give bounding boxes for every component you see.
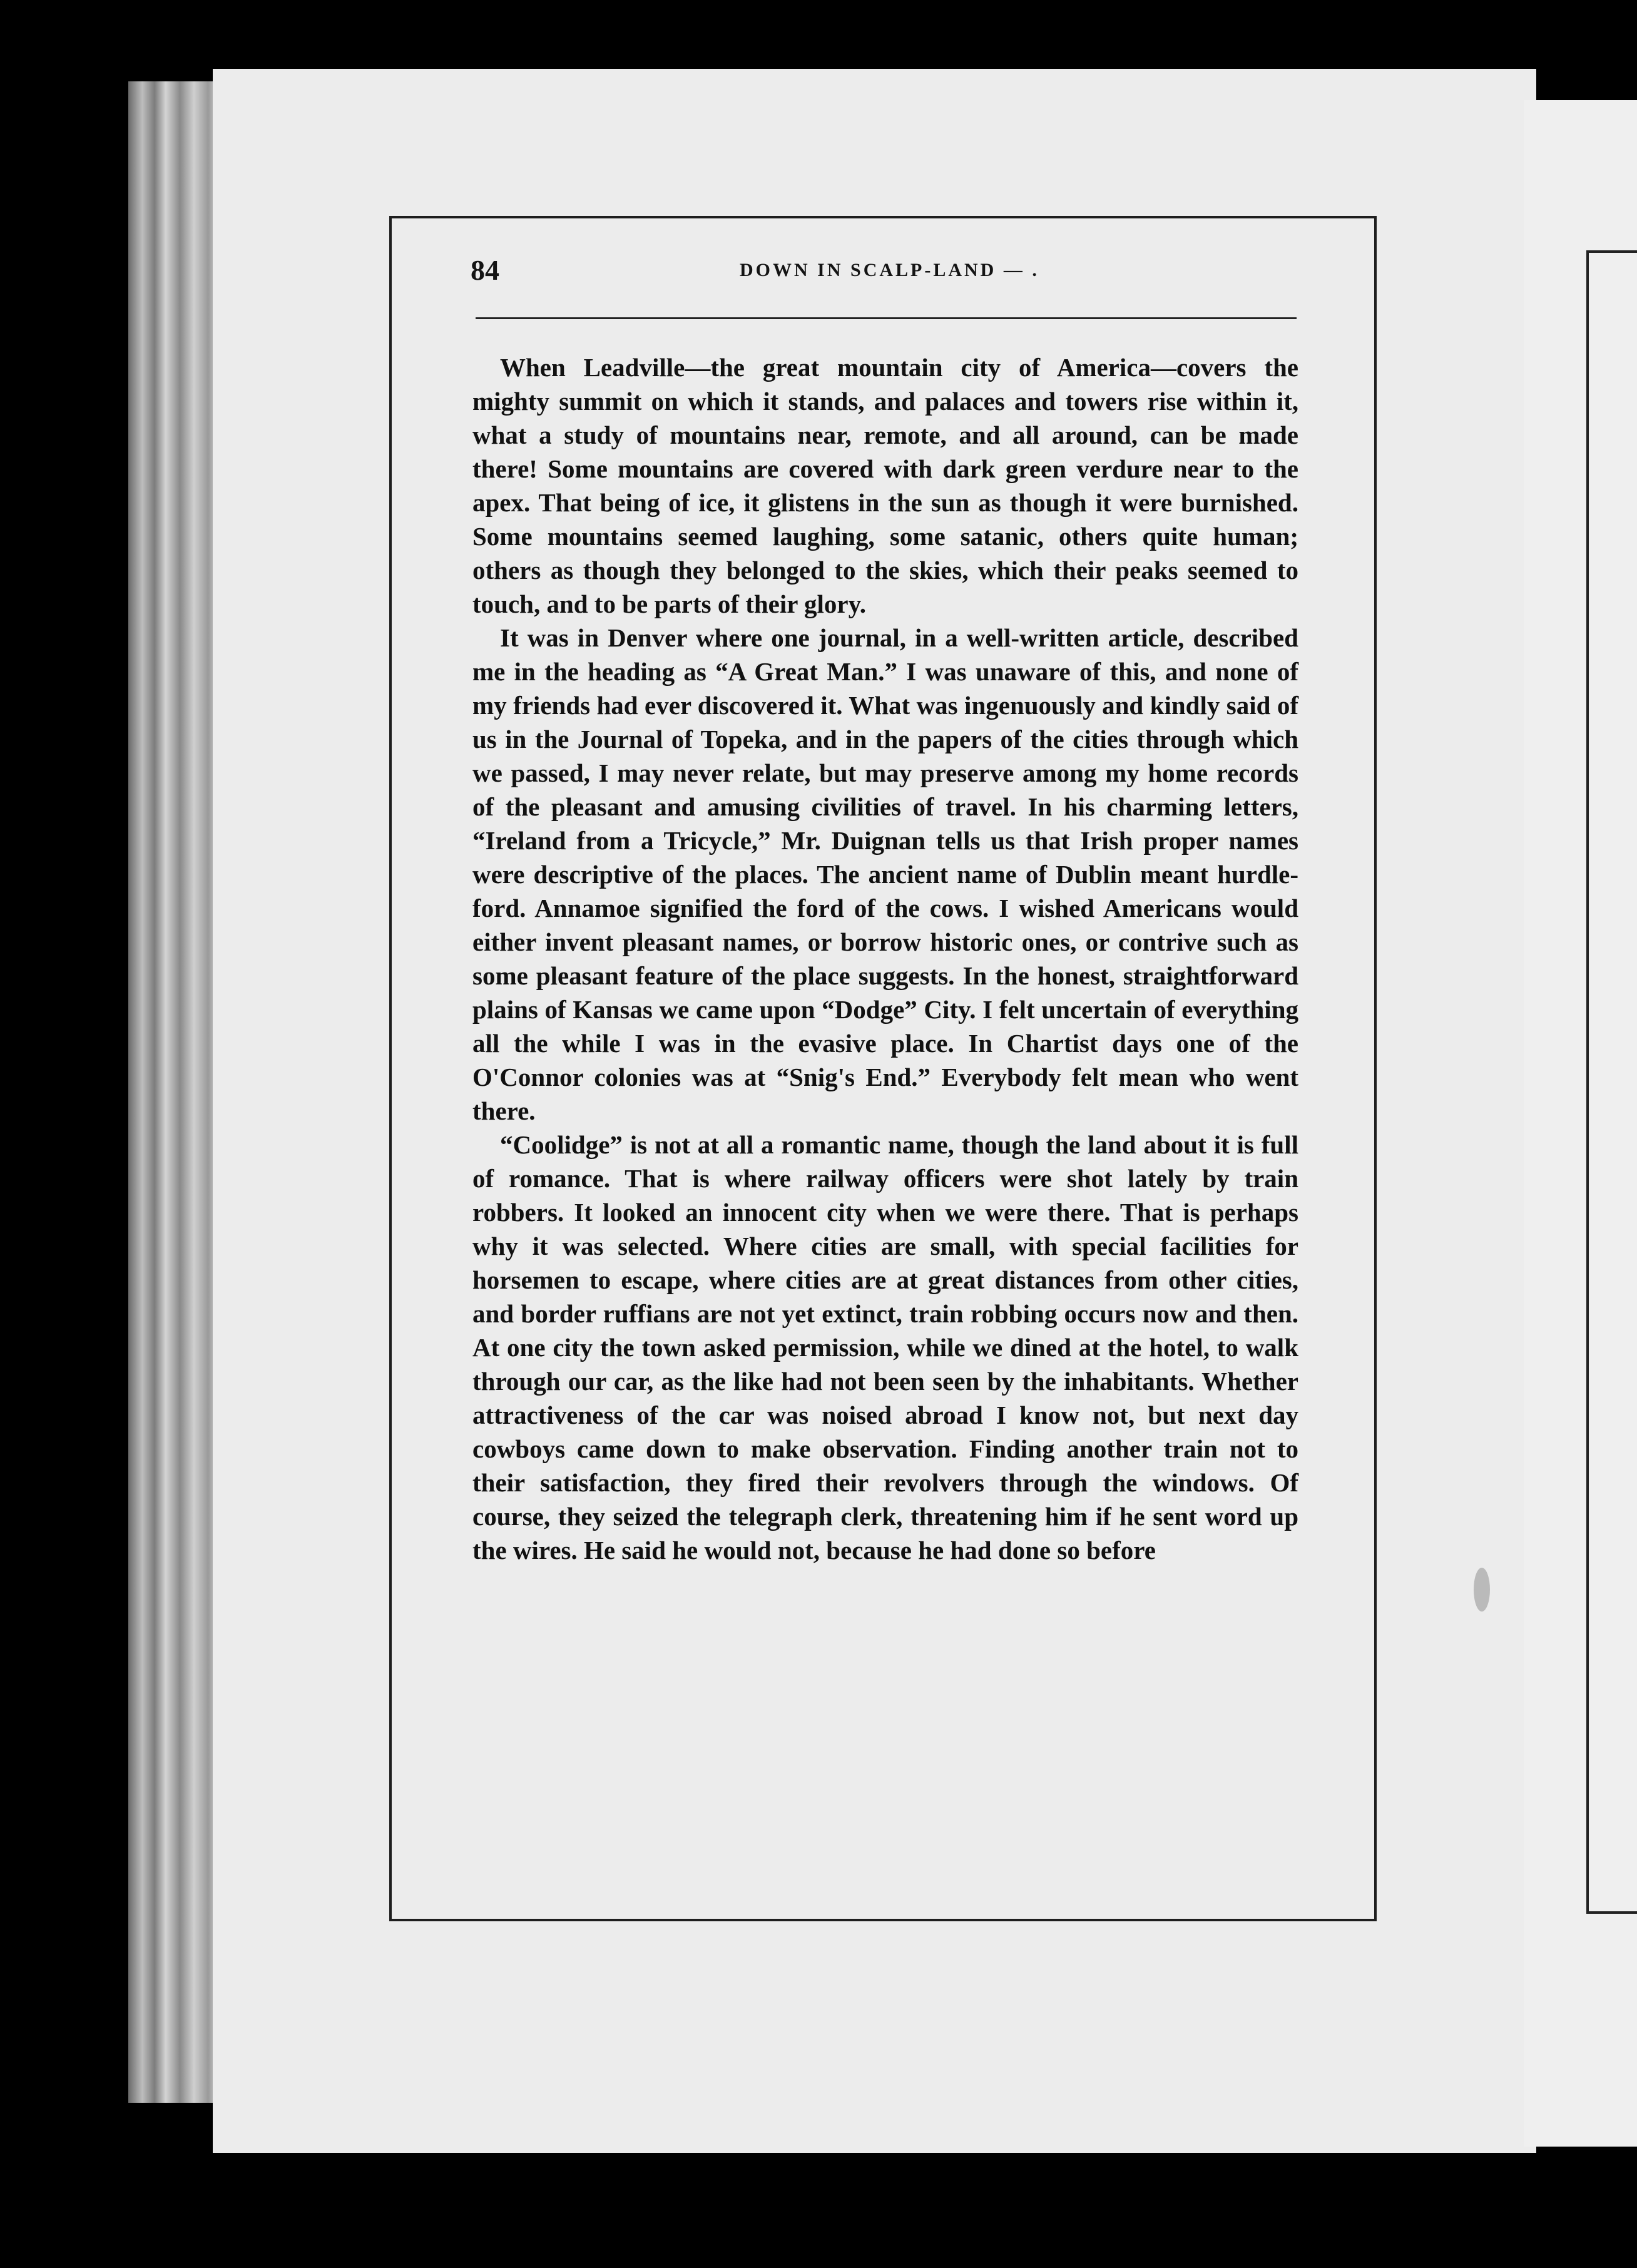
facing-page-frame	[1586, 250, 1637, 1914]
body-text	[472, 350, 1298, 1567]
running-head	[471, 253, 1297, 297]
paragraph-denver: It was in Denver where one journal, in a well-written article, described me in the heading as “A Great Man.” I was unaware of this, and none of my friends had ever discovered it. What was ingenuously and kindly said of us in the Journal of Topeka, and in the papers of the cities through which we passed, I may never relate, but may preserve among my home records of the pleasant and amusing civilities of travel. In his charming letters, “Ireland from a Tricycle,” Mr. Duignan tells us that Irish proper names were descriptive of the places. The ancient name of Dublin meant hurdle-ford. Annamoe signified the ford of the cows. I wished Americans would either invent pleasant names, or borrow historic ones, or contrive such as some pleasant feature of the place suggests. In the honest, straightforward plains of Kansas we came upon “Dodge” City. I felt uncertain of everything all the while I was in the evasive place. In Chartist days one of the O'Connor colonies was at “Snig's End.” Everybody felt mean who went there.	[472, 623, 1298, 1125]
page-number: 84	[471, 254, 499, 286]
running-head-title: DOWN IN SCALP-LAND — .	[740, 260, 1039, 280]
head-rule	[476, 317, 1297, 319]
paragraph-coolidge: “Coolidge” is not at all a romantic name, though the land about it is full of romance. That is where railway officers were shot lately by train robbers. It looked an innocent city when we were there. That is perhaps why it was selected. Where cities are small, with special facilities for horsemen to escape, where cities are at great distances from other cities, and border ruffians are not yet extinct, train robbing occurs now and then. At one city the town asked permission, while we dined at the hotel, to walk through our car, as the like had not been seen by the inhabitants. Whether attractiveness of the car was noised abroad I know not, but next day cowboys came down to make observation. Finding another train not to their satisfaction, they fired their revolvers through the windows. Of course, they seized the telegraph clerk, threatening him if he sent word up the wires. He said he would not, because he had done so before	[472, 1130, 1298, 1565]
book-page-edges	[128, 81, 222, 2103]
scan-blemish	[1474, 1568, 1490, 1612]
paragraph-leadville: When Leadville—the great mountain city of America—covers the mighty summit on which it stands, and palaces and towers rise within it, what a study of mountains near, remote, and all around, can be made there! Some mountains are covered with dark green verdure near to the apex. That being of ice, it glistens in the sun as though it were burnished. Some mountains seemed laughing, some satanic, others quite human; others as though they belonged to the skies, which their peaks seemed to touch, and to be parts of their glory.	[472, 353, 1298, 618]
